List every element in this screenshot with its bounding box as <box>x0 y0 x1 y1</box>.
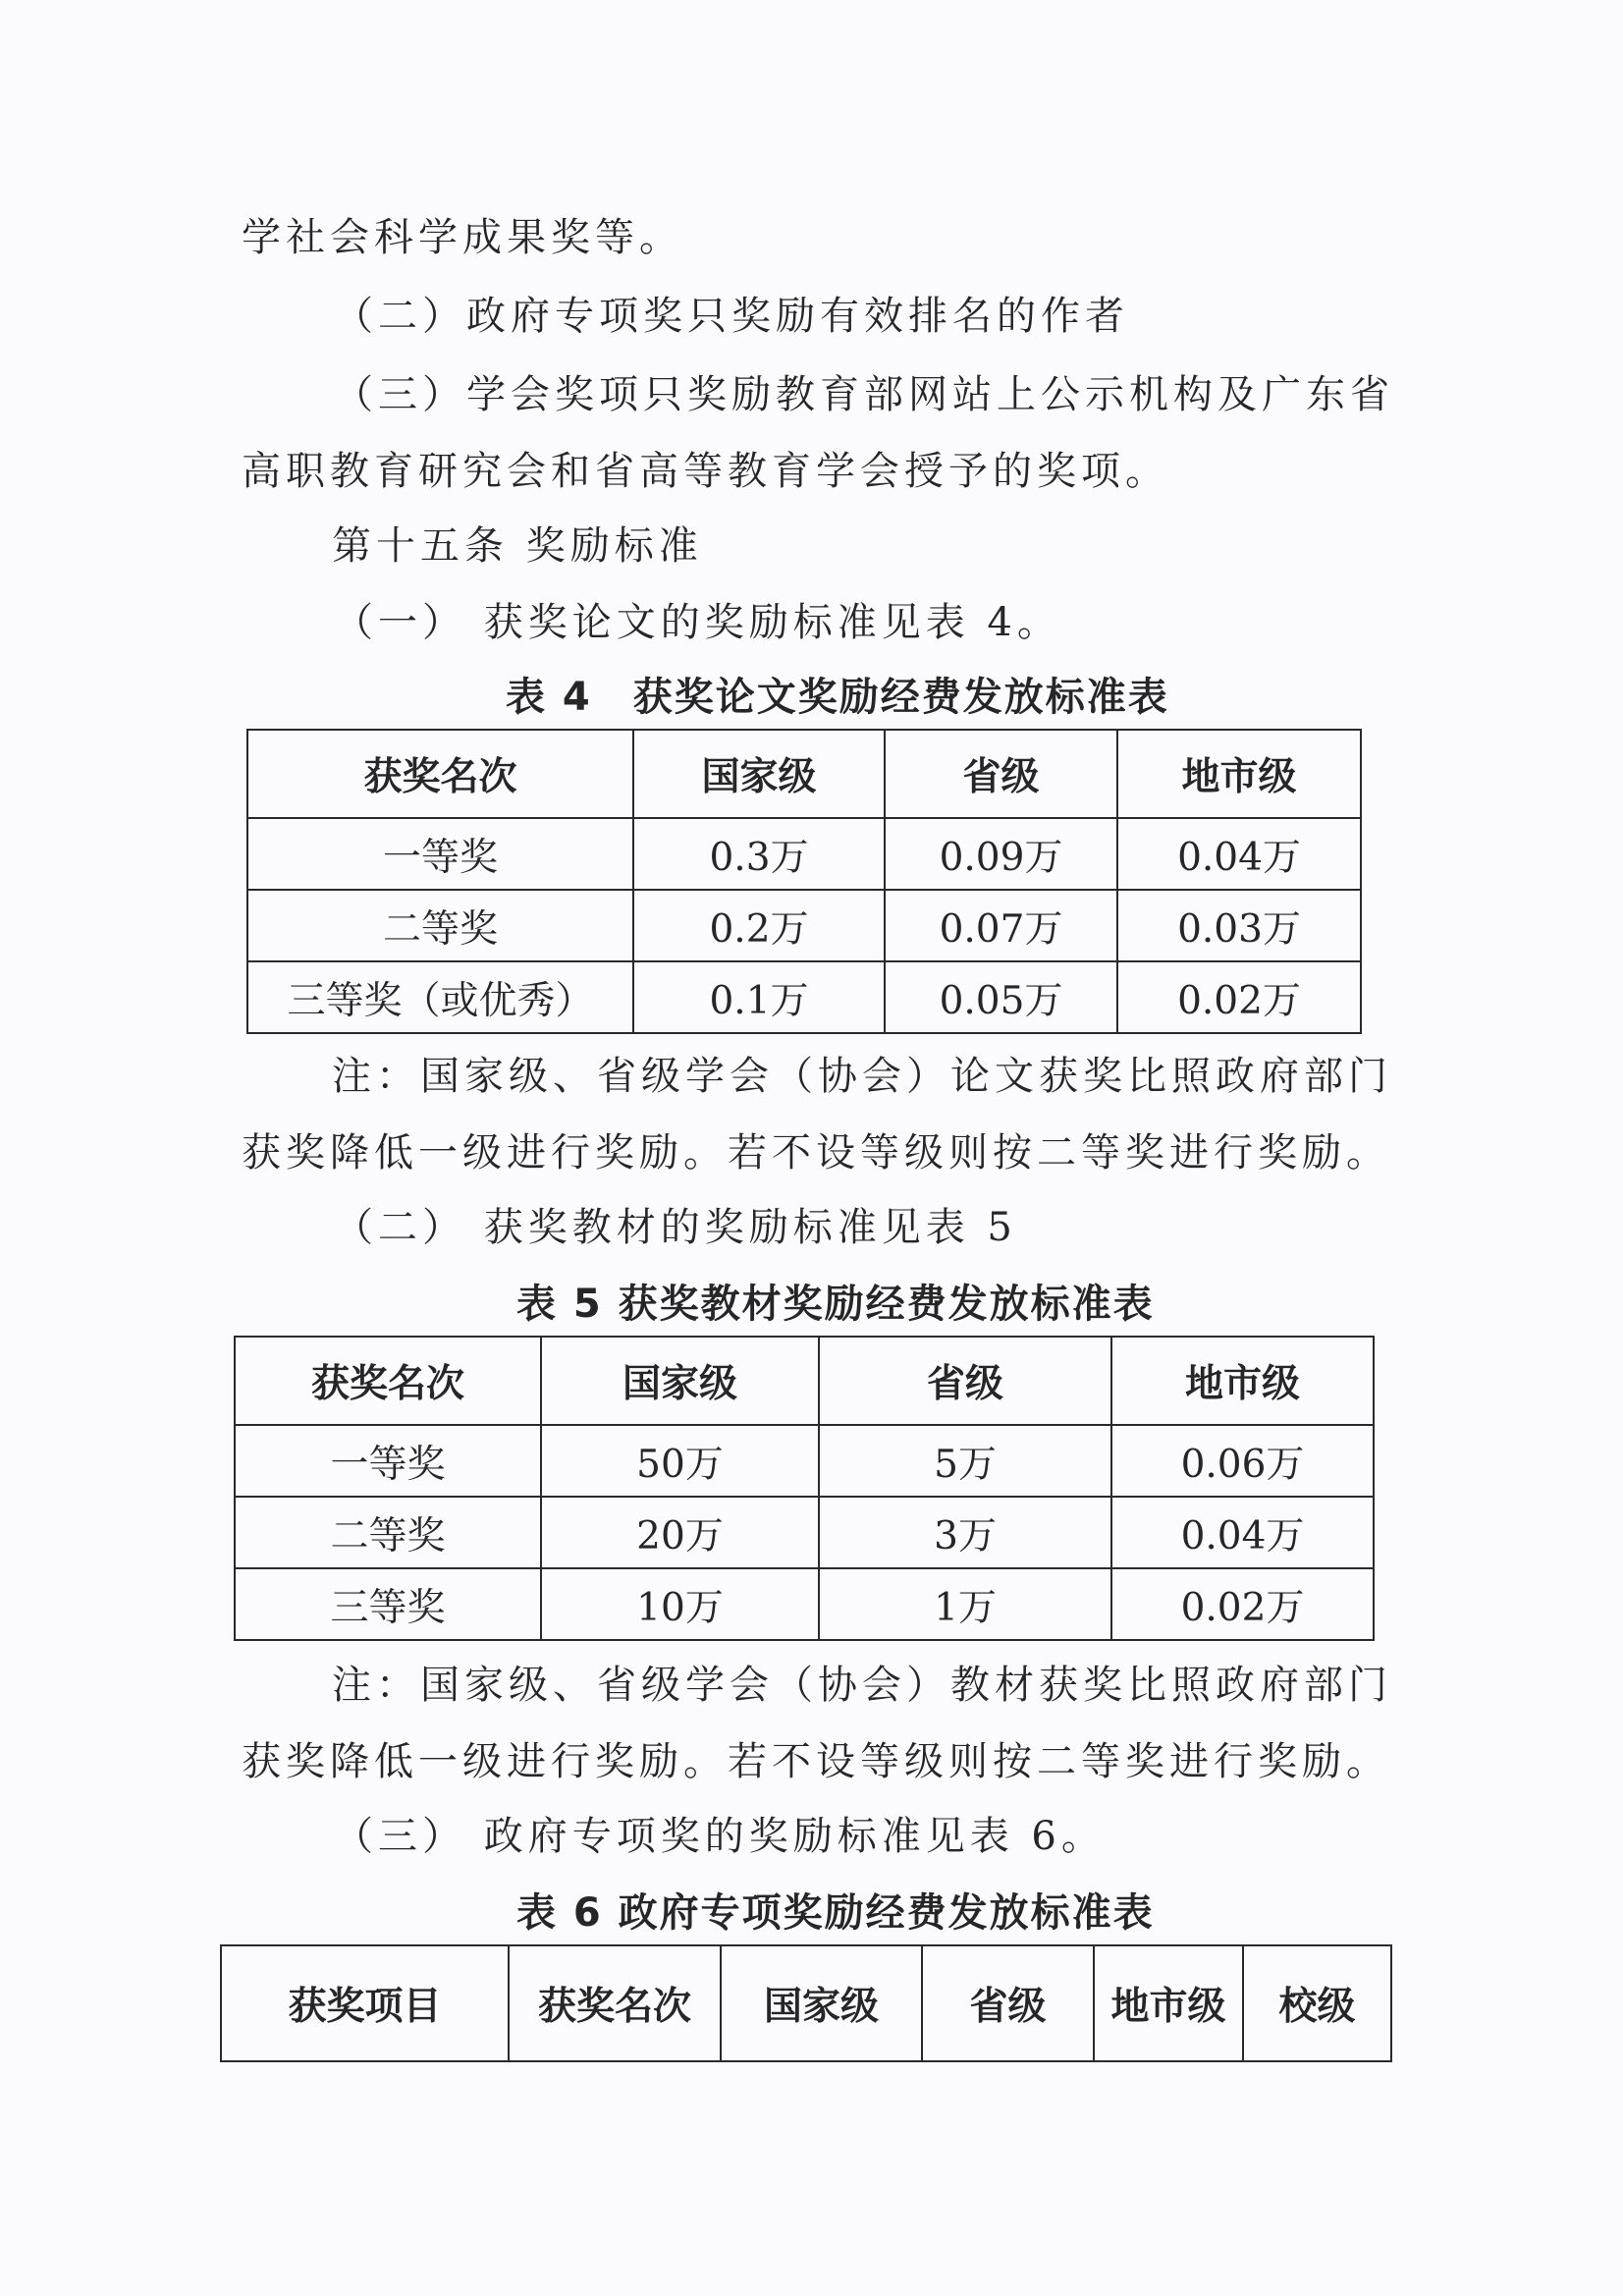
table6-header-provincial: 省级 <box>922 1945 1094 2061</box>
table4-header-rank: 获奖名次 <box>247 730 633 818</box>
table-cell: 三等奖 <box>235 1568 541 1640</box>
table-cell: 0.1万 <box>633 961 885 1033</box>
table-cell: 5万 <box>819 1425 1111 1497</box>
table-cell: 50万 <box>541 1425 819 1497</box>
table5-header-national: 国家级 <box>541 1337 819 1425</box>
table-cell: 0.05万 <box>885 961 1117 1033</box>
table5-header-rank: 获奖名次 <box>235 1337 541 1425</box>
table-cell: 0.04万 <box>1111 1497 1374 1568</box>
table-cell: 0.02万 <box>1117 961 1361 1033</box>
table-cell: 0.3万 <box>633 818 885 890</box>
table-cell: 10万 <box>541 1568 819 1640</box>
table-cell: 0.06万 <box>1111 1425 1374 1497</box>
table-cell: 0.04万 <box>1117 818 1361 890</box>
table-row <box>247 890 1361 961</box>
table6-caption: 表 6 政府专项奖励经费发放标准表 <box>516 1890 1155 1936</box>
table6-header-school: 校级 <box>1243 1945 1391 2061</box>
paragraph-society-award-line1: （三）学会奖项只奖励教育部网站上公示机构及广东省 <box>334 372 1394 417</box>
table4-note-line2: 获奖降低一级进行奖励。若不设等级则按二等奖进行奖励。 <box>242 1130 1390 1175</box>
table-cell: 3万 <box>819 1497 1111 1568</box>
table4-header-row <box>247 730 1361 818</box>
table6-header-row <box>221 1945 1391 2061</box>
table-row <box>235 1425 1374 1497</box>
paragraph-textbook-standard: （二） 获奖教材的奖励标准见表 5 <box>334 1205 1017 1250</box>
article-heading: 第十五条 奖励标准 <box>332 523 703 569</box>
table-row <box>247 818 1361 890</box>
table6-header-rank: 获奖名次 <box>509 1945 721 2061</box>
table-cell: 一等奖 <box>235 1425 541 1497</box>
table-cell: 三等奖（或优秀） <box>247 961 633 1033</box>
table-cell: 0.09万 <box>885 818 1117 890</box>
paragraph-continuation: 学社会科学成果奖等。 <box>242 215 683 260</box>
table4-caption: 表 4 获奖论文奖励经费发放标准表 <box>506 675 1169 720</box>
table6-header-municipal: 地市级 <box>1094 1945 1243 2061</box>
table-cell: 0.07万 <box>885 890 1117 961</box>
table-cell: 0.2万 <box>633 890 885 961</box>
table-row <box>247 961 1361 1033</box>
paragraph-paper-standard: （一） 获奖论文的奖励标准见表 4。 <box>334 600 1061 645</box>
table4-header-municipal: 地市级 <box>1117 730 1361 818</box>
table5-note-line1: 注：国家级、省级学会（协会）教材获奖比照政府部门 <box>332 1663 1392 1708</box>
table-row <box>235 1497 1374 1568</box>
table-cell: 二等奖 <box>247 890 633 961</box>
table5-header-row <box>235 1337 1374 1425</box>
table-row <box>235 1568 1374 1640</box>
table4-header-provincial: 省级 <box>885 730 1117 818</box>
table5-header-municipal: 地市级 <box>1111 1337 1374 1425</box>
table-cell: 1万 <box>819 1568 1111 1640</box>
table-cell: 0.02万 <box>1111 1568 1374 1640</box>
table5-note-line2: 获奖降低一级进行奖励。若不设等级则按二等奖进行奖励。 <box>242 1739 1390 1784</box>
table5-header-provincial: 省级 <box>819 1337 1111 1425</box>
table4-note-line1: 注：国家级、省级学会（协会）论文获奖比照政府部门 <box>332 1054 1392 1099</box>
table-cell: 一等奖 <box>247 818 633 890</box>
table-cell: 0.03万 <box>1117 890 1361 961</box>
paragraph-government-standard: （三） 政府专项奖的奖励标准见表 6。 <box>334 1814 1106 1859</box>
table4 <box>246 729 1362 1034</box>
table-cell: 20万 <box>541 1497 819 1568</box>
paragraph-society-award-line2: 高职教育研究会和省高等教育学会授予的奖项。 <box>242 449 1169 494</box>
table5-caption: 表 5 获奖教材奖励经费发放标准表 <box>516 1282 1155 1327</box>
paragraph-government-award: （二）政府专项奖只奖励有效排名的作者 <box>334 294 1129 339</box>
table4-header-national: 国家级 <box>633 730 885 818</box>
table-cell: 二等奖 <box>235 1497 541 1568</box>
table5 <box>234 1336 1375 1641</box>
table6-header-project: 获奖项目 <box>221 1945 509 2061</box>
table6-header-national: 国家级 <box>721 1945 922 2061</box>
table6 <box>220 1944 1392 2062</box>
